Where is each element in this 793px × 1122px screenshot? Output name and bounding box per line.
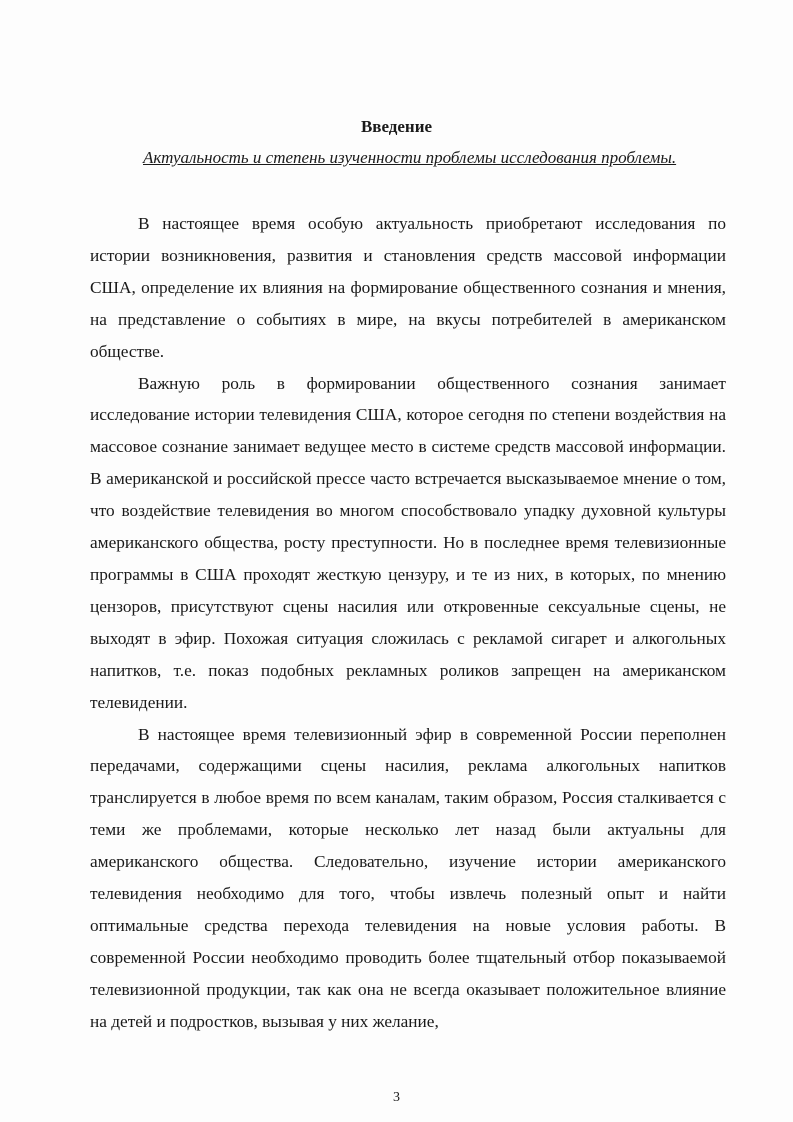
body-text (90, 208, 726, 1038)
paragraph: В настоящее время телевизионный эфир в современной России переполнен передачами, содержащими сцены насилия, реклама алкогольных напитков транслируется в любое время по всем каналам, таким образом, Россия сталкивается с теми же проблемами, которые несколько лет назад были актуальны для американского общества. Следовательно, изучение истории американского телевидения необходимо для того, чтобы извлечь полезный опыт и найти оптимальные средства перехода телевидения на новые условия работы. В современной России необходимо проводить более тщательный отбор показываемой телевизионной продукции, так как она не всегда оказывает положительное влияние на детей и подростков, вызывая у них желание, (90, 724, 726, 1031)
page-number: 3 (393, 1090, 400, 1105)
paragraph: Важную роль в формировании общественного сознания занимает исследование истории телевидения США, которое сегодня по степени воздействия на массовое сознание занимает ведущее место в системе средств массовой информации. В американской и российской прессе часто встречается высказываемое мнение о том, что воздействие телевидения во многом способствовало упадку духовной культуры американского общества, росту преступности. Но в последнее время телевизионные программы в США проходят жесткую цензуру, и те из них, в которых, по мнению цензоров, присутствуют сцены насилия или откровенные сексуальные сцены, не выходят в эфир. Похожая ситуация сложилась с рекламой сигарет и алкогольных напитков, т.е. показ подобных рекламных роликов запрещен на американском телевидении. (90, 373, 726, 712)
paragraph: В настоящее время особую актуальность приобретают исследования по истории возникновения, развития и становления средств массовой информации США, определение их влияния на формирование общественного сознания и мнения, на представление о событиях в мире, на вкусы потребителей в американском обществе. (90, 214, 726, 361)
page-title: Введение (360, 117, 433, 136)
section-subtitle: Актуальность и степень изученности проблемы исследования проблемы. (143, 148, 677, 167)
